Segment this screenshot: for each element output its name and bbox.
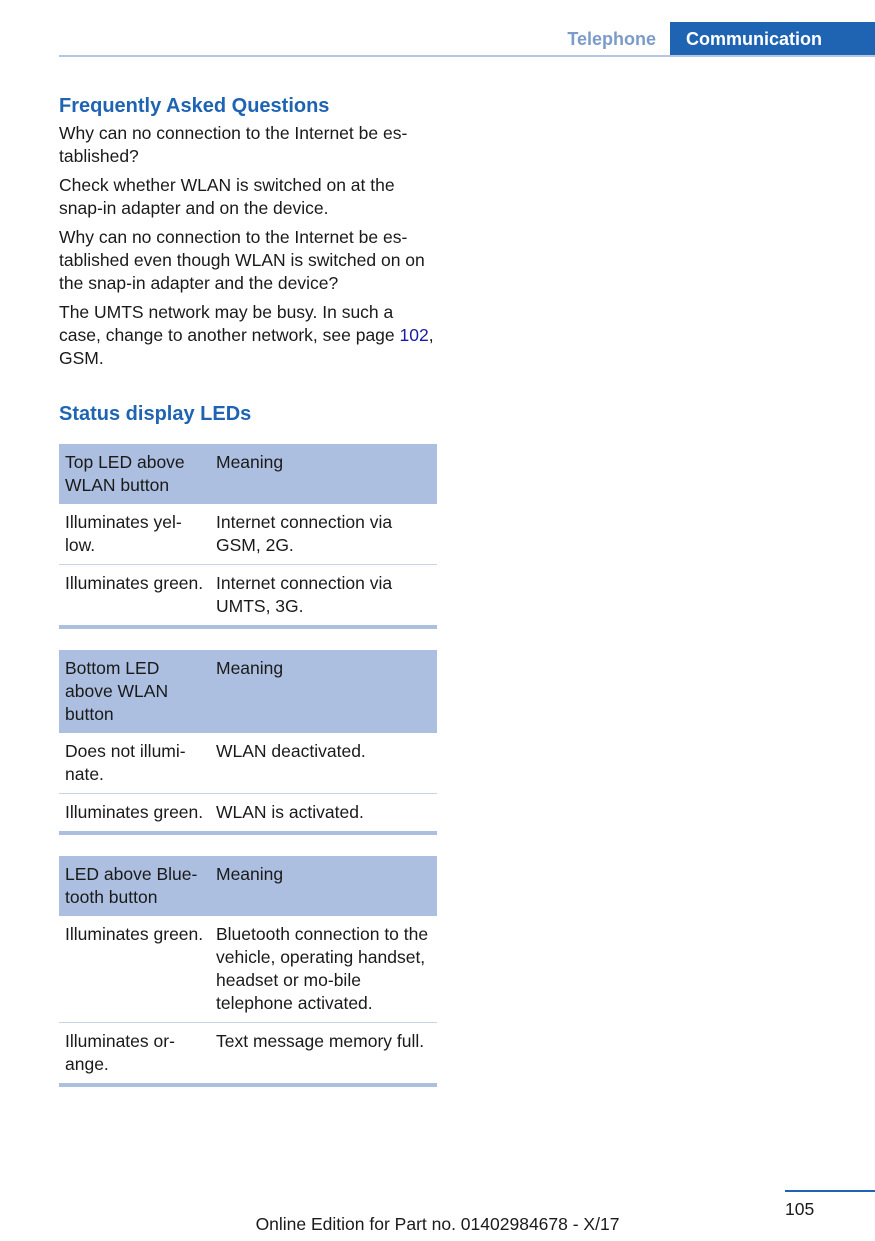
header-chapter-tab: Communication	[670, 22, 875, 57]
table-cell-meaning: WLAN deactivated.	[210, 733, 437, 794]
page-link[interactable]: 102	[399, 325, 429, 345]
table-row	[59, 916, 437, 1023]
table-row	[59, 1023, 437, 1086]
table-cell-meaning: Text message memory full.	[210, 1023, 437, 1086]
faq-answer-2-suffix: , GSM.	[59, 325, 434, 368]
led-table-top-wlan	[59, 444, 437, 629]
table-row	[59, 504, 437, 565]
faq-heading: Frequently Asked Questions	[59, 95, 330, 117]
table-header-row	[59, 444, 437, 504]
table-header-row	[59, 650, 437, 733]
led-table-bottom-wlan	[59, 650, 437, 835]
column-header-led: Top LED above WLAN button	[59, 444, 210, 504]
table-cell-state: Does not illumi-nate.	[59, 733, 210, 794]
column-header-led: LED above Blue-tooth button	[59, 856, 210, 916]
column-header-led: Bottom LED above WLAN button	[59, 650, 210, 733]
table-cell-state: Illuminates yel-low.	[59, 504, 210, 565]
status-heading: Status display LEDs	[59, 403, 252, 425]
table-cell-meaning: WLAN is activated.	[210, 794, 437, 834]
faq-question-2: Why can no connection to the Internet be es-tablished even though WLAN is switched on on the snap-in adapter and the device?	[59, 227, 425, 293]
table-header-row	[59, 856, 437, 916]
content-column	[59, 92, 437, 1108]
page-number: 105	[785, 1199, 815, 1219]
column-header-meaning: Meaning	[210, 650, 437, 733]
table-cell-state: Illuminates green.	[59, 565, 210, 628]
column-header-meaning: Meaning	[210, 444, 437, 504]
table-cell-meaning: Internet connection via GSM, 2G.	[210, 504, 437, 565]
faq-question-1: Why can no connection to the Internet be es-tablished?	[59, 123, 408, 166]
faq-answer-1: Check whether WLAN is switched on at the snap-in adapter and on the device.	[59, 175, 395, 218]
table-row	[59, 733, 437, 794]
header-divider	[59, 55, 875, 57]
table-cell-state: Illuminates green.	[59, 916, 210, 1023]
header-section-label: Telephone	[567, 29, 656, 49]
faq-answer-2-text: The UMTS network may be busy. In such a case, change to another network, see page	[59, 302, 400, 345]
page-number-rule	[785, 1190, 875, 1192]
column-header-meaning: Meaning	[210, 856, 437, 916]
table-cell-state: Illuminates green.	[59, 794, 210, 834]
faq-answer-2	[59, 301, 437, 370]
edition-footer: Online Edition for Part no. 01402984678 - X/17	[255, 1214, 620, 1234]
table-row	[59, 794, 437, 834]
table-cell-state: Illuminates or-ange.	[59, 1023, 210, 1086]
table-cell-meaning: Bluetooth connection to the vehicle, operating handset, headset or mo-bile telephone activated.	[210, 916, 437, 1023]
led-table-bluetooth	[59, 856, 437, 1087]
table-row	[59, 565, 437, 628]
table-cell-meaning: Internet connection via UMTS, 3G.	[210, 565, 437, 628]
